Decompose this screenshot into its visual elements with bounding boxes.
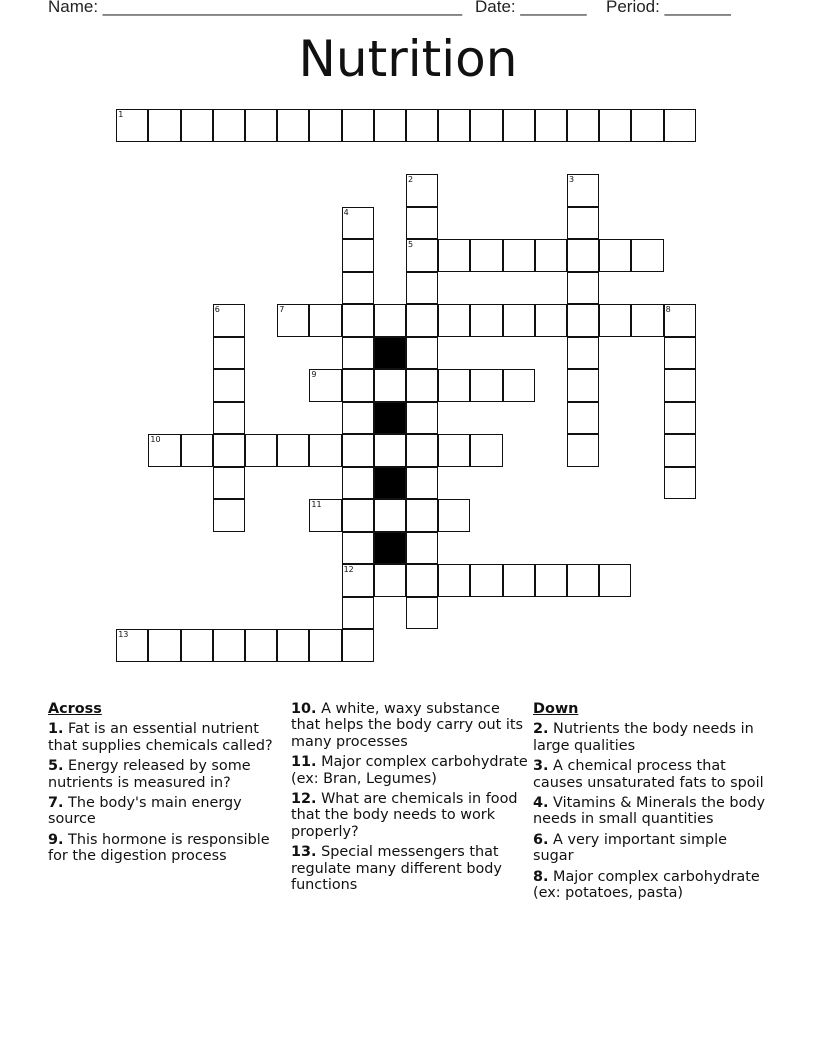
crossword-cell[interactable] [567, 337, 599, 370]
crossword-cell[interactable] [406, 402, 438, 435]
crossword-cell[interactable] [664, 402, 696, 435]
clue-label-number: 10. [291, 701, 317, 717]
crossword-cell[interactable] [374, 564, 406, 597]
crossword-cell[interactable] [213, 304, 245, 337]
crossword-cell[interactable] [213, 434, 245, 467]
clue-number: 3 [569, 175, 575, 185]
clue-text: A chemical process that causes unsaturated fats to spoil [533, 758, 764, 791]
crossword-cell[interactable] [438, 109, 470, 142]
crossword-cell[interactable] [342, 109, 374, 142]
clue-number: 2 [408, 175, 414, 185]
shaded-cell [374, 467, 406, 500]
crossword-cell[interactable] [503, 564, 535, 597]
shaded-cell [374, 532, 406, 565]
crossword-cell[interactable] [374, 304, 406, 337]
clue-number: 1 [118, 110, 124, 120]
crossword-cell[interactable] [342, 369, 374, 402]
clue-text: Vitamins & Minerals the body needs in small quantities [533, 795, 766, 828]
crossword-cell[interactable] [116, 109, 148, 142]
clue-text: Nutrients the body needs in large qualities [533, 721, 754, 754]
crossword-cell[interactable] [599, 239, 631, 272]
across-clue [48, 758, 286, 791]
crossword-cell[interactable] [309, 629, 341, 662]
crossword-cell[interactable] [342, 532, 374, 565]
crossword-cell[interactable] [631, 109, 663, 142]
crossword-cell[interactable] [567, 304, 599, 337]
student-info-header [0, 0, 816, 19]
crossword-cell[interactable] [309, 304, 341, 337]
name-field[interactable]: Name: ______________________________________ [48, 0, 463, 16]
crossword-cell[interactable] [503, 369, 535, 402]
crossword-cell[interactable] [309, 499, 341, 532]
crossword-cell[interactable] [342, 272, 374, 305]
crossword-cell[interactable] [342, 304, 374, 337]
crossword-cell[interactable] [374, 369, 406, 402]
page-title: Nutrition [298, 30, 518, 88]
crossword-cell[interactable] [406, 597, 438, 630]
crossword-cell[interactable] [470, 369, 502, 402]
crossword-cell[interactable] [438, 499, 470, 532]
crossword-cell[interactable] [277, 434, 309, 467]
crossword-cell[interactable] [245, 629, 277, 662]
crossword-cell[interactable] [567, 109, 599, 142]
crossword-cell[interactable] [567, 402, 599, 435]
crossword-cell[interactable] [438, 369, 470, 402]
crossword-cell[interactable] [406, 467, 438, 500]
clue-label-number: 7. [48, 795, 64, 812]
crossword-cell[interactable] [342, 597, 374, 630]
crossword-cell[interactable] [213, 467, 245, 500]
crossword-cell[interactable] [406, 564, 438, 597]
crossword-cell[interactable] [213, 109, 245, 142]
crossword-cell[interactable] [470, 109, 502, 142]
crossword-cell[interactable] [213, 402, 245, 435]
crossword-cell[interactable] [148, 434, 180, 467]
date-field[interactable]: Date: _______ [475, 0, 587, 16]
crossword-cell[interactable] [503, 304, 535, 337]
clue-text: Special messengers that regulate many different body functions [291, 844, 502, 894]
clue-label-number: 5. [48, 758, 64, 775]
clue-number: 12 [343, 565, 354, 575]
crossword-cell[interactable] [438, 304, 470, 337]
crossword-cell[interactable] [374, 499, 406, 532]
down-clue [533, 869, 771, 902]
clue-text: The body's main energy source [48, 795, 242, 828]
crossword-cell[interactable] [664, 434, 696, 467]
crossword-cell[interactable] [116, 629, 148, 662]
down-clue [533, 832, 771, 865]
clue-text: Fat is an essential nutrient that supplies chemicals called? [48, 721, 273, 754]
crossword-cell[interactable] [503, 239, 535, 272]
clue-label-number: 13. [291, 844, 317, 861]
crossword-cell[interactable] [181, 109, 213, 142]
crossword-cell[interactable] [567, 369, 599, 402]
crossword-cell[interactable] [567, 207, 599, 240]
clue-text: What are chemicals in food that the body needs to work properly? [291, 791, 518, 840]
crossword-cell[interactable] [277, 304, 309, 337]
across-clue [291, 844, 529, 893]
clue-text: A very important simple sugar [533, 831, 728, 865]
crossword-cell[interactable] [374, 109, 406, 142]
crossword-cell[interactable] [631, 304, 663, 337]
crossword-cell[interactable] [535, 564, 567, 597]
clue-label-number: 6. [533, 831, 549, 848]
crossword-cell[interactable] [342, 629, 374, 662]
across-clue [48, 795, 286, 828]
crossword-cell[interactable] [406, 499, 438, 532]
down-clue [533, 721, 771, 754]
crossword-cell[interactable] [599, 564, 631, 597]
crossword-cell[interactable] [664, 109, 696, 142]
crossword-cell[interactable] [406, 369, 438, 402]
crossword-cell[interactable] [631, 239, 663, 272]
across-heading: Across [48, 701, 102, 717]
clue-number: 9 [311, 370, 317, 380]
clue-number: 4 [343, 207, 349, 217]
clue-text: Major complex carbohydrate (ex: Bran, Legumes) [291, 754, 528, 787]
clue-label-number: 12. [291, 791, 317, 808]
clue-text: A white, waxy substance that helps the body carry out its many processes [291, 701, 524, 750]
crossword-cell[interactable] [277, 109, 309, 142]
crossword-cell[interactable] [470, 434, 502, 467]
crossword-cell[interactable] [309, 369, 341, 402]
crossword-cell[interactable] [406, 434, 438, 467]
crossword-cell[interactable] [503, 109, 535, 142]
crossword-cell[interactable] [567, 174, 599, 207]
crossword-cell[interactable] [148, 629, 180, 662]
crossword-cell[interactable] [470, 239, 502, 272]
crossword-cell[interactable] [664, 304, 696, 337]
clue-label-number: 9. [48, 831, 64, 848]
crossword-cell[interactable] [599, 304, 631, 337]
crossword-cell[interactable] [245, 109, 277, 142]
crossword-cell[interactable] [342, 564, 374, 597]
crossword-cell[interactable] [406, 337, 438, 370]
crossword-cell[interactable] [213, 337, 245, 370]
crossword-cell[interactable] [406, 532, 438, 565]
crossword-cell[interactable] [535, 304, 567, 337]
clue-label-number: 1. [48, 721, 64, 738]
crossword-cell[interactable] [342, 467, 374, 500]
crossword-cell[interactable] [438, 239, 470, 272]
clue-label-number: 3. [533, 758, 549, 775]
crossword-cell[interactable] [309, 434, 341, 467]
crossword-grid [117, 110, 701, 662]
down-clue [533, 795, 771, 828]
crossword-cell[interactable] [664, 369, 696, 402]
across-clue [48, 721, 286, 754]
crossword-cell[interactable] [567, 434, 599, 467]
clue-label-number: 4. [533, 795, 549, 812]
crossword-cell[interactable] [342, 337, 374, 370]
crossword-cell[interactable] [470, 564, 502, 597]
across-clue [291, 701, 529, 750]
clue-label-number: 11. [291, 754, 317, 771]
clue-number: 8 [665, 305, 671, 315]
crossword-cell[interactable] [213, 499, 245, 532]
crossword-cell[interactable] [277, 629, 309, 662]
crossword-cell[interactable] [567, 272, 599, 305]
clue-number: 13 [118, 630, 129, 640]
crossword-cell[interactable] [664, 337, 696, 370]
crossword-cell[interactable] [406, 174, 438, 207]
clue-number: 10 [150, 435, 161, 445]
across-clues-column-1 [48, 701, 286, 869]
clue-text: This hormone is responsible for the digestion process [48, 831, 270, 865]
crossword-cell[interactable] [181, 629, 213, 662]
across-clue [48, 832, 286, 865]
clue-text: Energy released by some nutrients is measured in? [48, 758, 251, 791]
crossword-cell[interactable] [148, 109, 180, 142]
clue-label-number: 8. [533, 868, 549, 885]
crossword-cell[interactable] [213, 629, 245, 662]
crossword-cell[interactable] [245, 434, 277, 467]
clue-number: 11 [311, 500, 322, 510]
period-field[interactable]: Period: _______ [606, 0, 731, 16]
crossword-cell[interactable] [535, 239, 567, 272]
crossword-cell[interactable] [181, 434, 213, 467]
crossword-cell[interactable] [406, 304, 438, 337]
crossword-cell[interactable] [342, 402, 374, 435]
crossword-cell[interactable] [567, 564, 599, 597]
shaded-cell [374, 402, 406, 435]
across-clue [291, 791, 529, 840]
down-clues-column [533, 701, 771, 905]
clue-number: 5 [408, 240, 414, 250]
crossword-cell[interactable] [406, 239, 438, 272]
crossword-cell[interactable] [309, 109, 341, 142]
crossword-cell[interactable] [406, 272, 438, 305]
crossword-cell[interactable] [567, 239, 599, 272]
crossword-cell[interactable] [342, 239, 374, 272]
down-heading: Down [533, 701, 579, 717]
crossword-cell[interactable] [342, 434, 374, 467]
crossword-cell[interactable] [599, 109, 631, 142]
crossword-cell[interactable] [438, 434, 470, 467]
crossword-cell[interactable] [535, 109, 567, 142]
crossword-cell[interactable] [374, 434, 406, 467]
crossword-cell[interactable] [213, 369, 245, 402]
across-clues-column-2 [291, 701, 529, 897]
crossword-cell[interactable] [406, 109, 438, 142]
across-clue [291, 754, 529, 787]
clue-label-number: 2. [533, 721, 549, 738]
crossword-cell[interactable] [342, 207, 374, 240]
clue-number: 7 [279, 305, 285, 315]
crossword-cell[interactable] [470, 304, 502, 337]
crossword-cell[interactable] [342, 499, 374, 532]
down-clue [533, 758, 771, 791]
crossword-cell[interactable] [664, 467, 696, 500]
crossword-cell[interactable] [406, 207, 438, 240]
clue-number: 6 [214, 305, 220, 315]
crossword-cell[interactable] [438, 564, 470, 597]
clue-text: Major complex carbohydrate (ex: potatoes, pasta) [533, 868, 760, 902]
shaded-cell [374, 337, 406, 370]
